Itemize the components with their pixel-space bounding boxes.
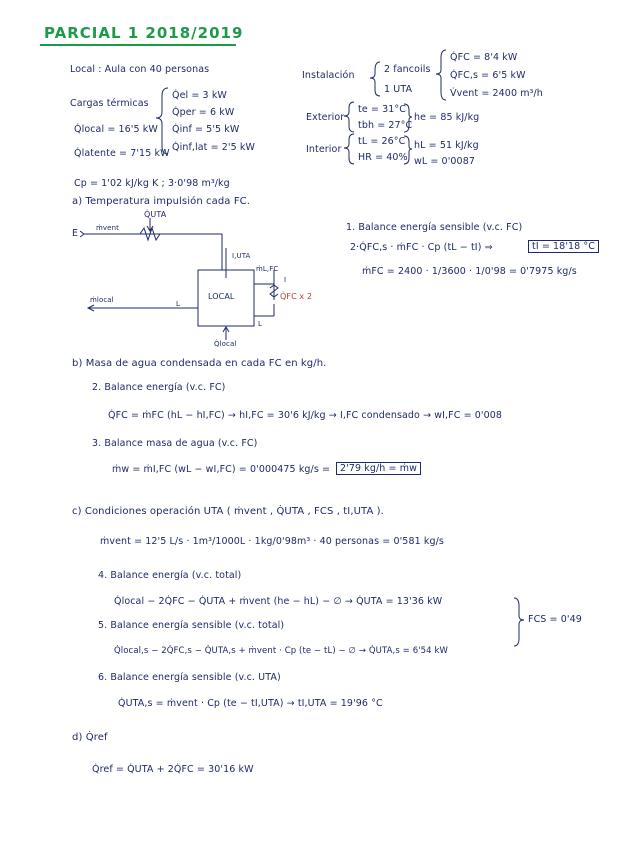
part-a-heading: a) Temperatura impulsión cada FC.	[72, 196, 251, 207]
cp-value: Cp = 1'02 kJ/kg K ; 3·0'98 m³/kg	[74, 178, 230, 189]
q-per-value: Q̇per = 6 kW	[172, 107, 235, 118]
q-el-value: Q̇el = 3 kW	[172, 90, 227, 101]
cargas-label: Cargas térmicas	[70, 98, 149, 109]
q-inf-value: Q̇inf = 5'5 kW	[172, 124, 240, 135]
eq7: Q̇local,s − 2Q̇FC,s − Q̇UTA,s + ṁvent · Cp (te − tL) − ∅ → Q̇UTA,s = 6'54 kW	[114, 646, 448, 656]
diagram-l-label-2: L	[258, 320, 262, 328]
part-d-heading: d) Q̇ref	[72, 732, 108, 743]
inst-uta: 1 UTA	[384, 84, 413, 95]
eq3: Q̇FC = ṁFC (hL − hI,FC) → hI,FC = 30'6 kJ/kg → I,FC condensado → wI,FC = 0'008	[108, 410, 503, 421]
diagram-l-label-1: L	[176, 300, 180, 308]
ext-te-value: te = 31°C	[358, 104, 406, 115]
exterior-label: Exterior	[306, 112, 345, 123]
diagram-local-label: LOCAL	[208, 292, 235, 301]
q-fc-value: Q̇FC = 8'4 kW	[450, 52, 518, 63]
interior-label: Interior	[306, 144, 342, 155]
part-b-heading: b) Masa de agua condensada en cada FC en kg/h.	[72, 358, 327, 369]
local-description: Local : Aula con 40 personas	[70, 64, 210, 75]
diagram-m-fc-label: ṁL,FC	[256, 265, 279, 273]
q-inf-lat-value: Q̇inf,lat = 2'5 kW	[172, 142, 256, 153]
q-local-value: Q̇local = 16'5 kW	[74, 124, 158, 135]
step4-label: 4. Balance energía (v.c. total)	[98, 570, 242, 581]
step5-label: 5. Balance energía sensible (v.c. total)	[98, 620, 285, 631]
instalacion-label: Instalación	[302, 70, 355, 81]
ext-tbh-value: tbh = 27°C	[358, 120, 413, 131]
step1-label: 1. Balance energía sensible (v.c. FC)	[346, 222, 523, 233]
diagram-q-fc-x2-label: Q̇FC x 2	[280, 292, 313, 301]
diagram-m-local-label: ṁlocal	[90, 296, 114, 304]
eq9: Q̇ref = Q̇UTA + 2Q̇FC = 30'16 kW	[92, 764, 254, 775]
v-vent-value: V̇vent = 2400 m³/h	[450, 88, 543, 99]
eq5: ṁvent = 12'5 L/s · 1m³/1000L · 1kg/0'98m³ · 40 personas = 0'581 kg/s	[100, 536, 444, 547]
page-title: PARCIAL 1 2018/2019	[44, 24, 244, 42]
int-hr-value: HR = 40%	[358, 152, 408, 163]
diagram-e-label: E	[72, 228, 79, 239]
ext-h-value: he = 85 kJ/kg	[414, 112, 480, 123]
diagram-m-vent-label: ṁvent	[96, 224, 119, 232]
part-c-heading: c) Condiciones operación UTA ( ṁvent , Q̇UTA , FCS , tI,UTA ).	[72, 506, 384, 517]
diagram-i-label: I	[284, 276, 287, 284]
eq6: Q̇local − 2Q̇FC − Q̇UTA + ṁvent (he − hL) − ∅ → Q̇UTA = 13'36 kW	[114, 596, 443, 607]
inst-fancoils: 2 fancoils	[384, 64, 431, 75]
step6-label: 6. Balance energía sensible (v.c. UTA)	[98, 672, 281, 683]
eq4-result: 2'79 kg/h = ṁw	[336, 462, 421, 475]
q-fc-s-value: Q̇FC,s = 6'5 kW	[450, 70, 526, 81]
int-h-value: hL = 51 kJ/kg	[414, 140, 479, 151]
eq1-result: tI = 18'18 °C	[528, 240, 599, 253]
diagram-i-uta-label: I,UTA	[232, 252, 251, 260]
step3-label: 3. Balance masa de agua (v.c. FC)	[92, 438, 258, 449]
eq8: Q̇UTA,s = ṁvent · Cp (te − tI,UTA) → tI,UTA = 19'96 °C	[118, 698, 383, 709]
int-w-value: wL = 0'0087	[414, 156, 475, 167]
diagram-q-local-label: Q̇local	[214, 340, 237, 348]
eq2: ṁFC = 2400 · 1/3600 · 1/0'98 = 0'7975 kg/s	[362, 266, 577, 277]
fcs-value: FCS = 0'49	[528, 614, 582, 625]
eq1: 2·Q̇FC,s · ṁFC · Cp (tL − tI) ⇒	[350, 242, 493, 253]
int-tl-value: tL = 26°C	[358, 136, 406, 147]
eq4: ṁw = ṁI,FC (wL − wI,FC) = 0'000475 kg/s =	[112, 464, 331, 475]
diagram-q-uta-label: Q̇UTA	[144, 210, 167, 219]
step2-label: 2. Balance energía (v.c. FC)	[92, 382, 226, 393]
q-latente-value: Q̇latente = 7'15 kW	[74, 148, 170, 159]
